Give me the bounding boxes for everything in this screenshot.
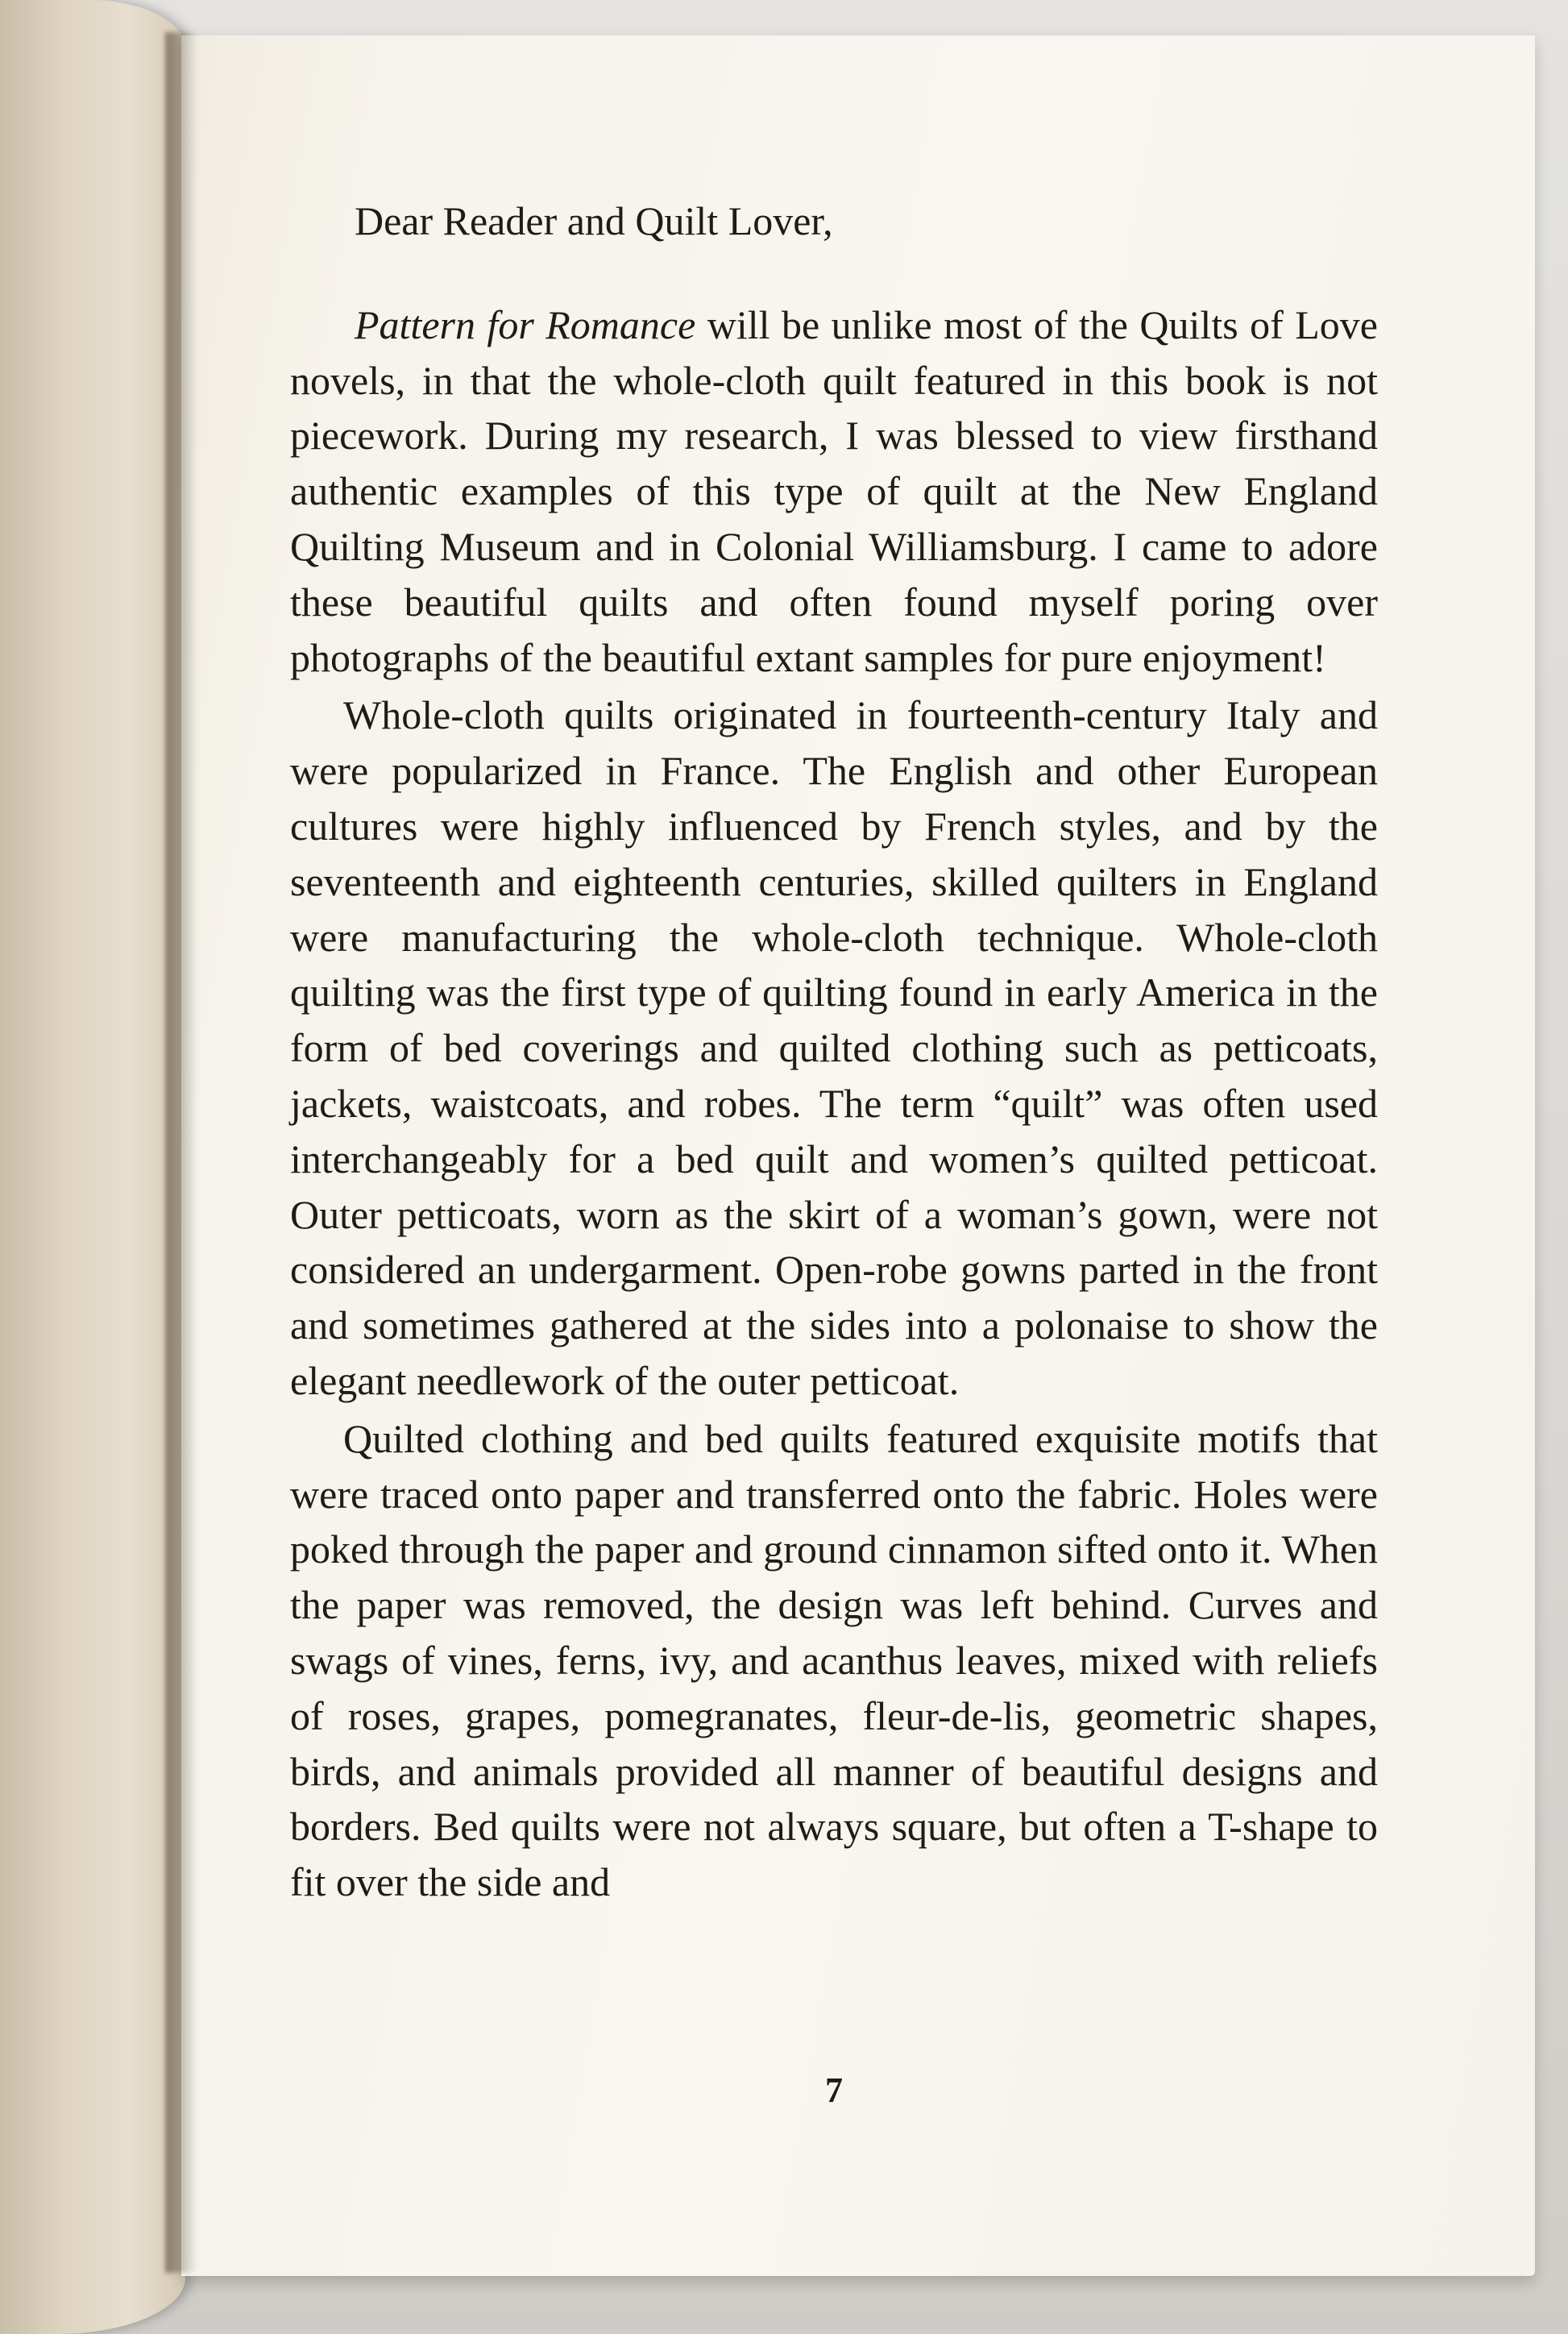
book-title: Pattern for Romance bbox=[355, 301, 696, 347]
page-number: 7 bbox=[825, 2070, 843, 2110]
paragraph-1 bbox=[290, 297, 1378, 686]
letter-body bbox=[290, 193, 1378, 1910]
page-gutter-shadow bbox=[165, 32, 197, 2273]
salutation: Dear Reader and Quilt Lover, bbox=[355, 198, 833, 243]
paragraph-1-text: will be unlike most of the Quilts of Love novels, in that the whole-cloth quilt featured in this book is not piecework. During my research, I was blessed to view firsthand authentic examples of this type of quilt at the New England Quilting Museum and in Colonial Williamsburg. I came to adore these beautiful quilts and often found myself poring over photographs of the beautiful extant samples for pure enjoyment! bbox=[290, 301, 1378, 680]
paragraph-3: Quilted clothing and bed quilts featured exquisite motifs that were traced onto paper and transferred onto the fabric. Holes were poked through the paper and ground cinnamon sifted onto it. When the paper was removed, the design was left behind. Curves and swags of vines, ferns, ivy, and acanthus leaves, mixed with reliefs of roses, grapes, pomegranates, fleur-de-lis, geometric shapes, birds, and animals provided all manner of beautiful designs and borders. Bed quilts were not always square, but often a T-shape to fit over the side and bbox=[290, 1415, 1378, 1905]
left-page-edge bbox=[0, 0, 185, 2334]
paragraph-2: Whole-cloth quilts originated in fourteenth-century Italy and were popularized in France. The English and other European cultures were highly influenced by French styles, and by the seventeenth and eighteenth centuries, skilled quilters in England were manufacturing the whole-cloth technique. Whole-cloth quilting was the first type of quilting found in early America in the form of bed coverings and quilted clothing such as petticoats, jackets, waistcoats, and robes. The term “quilt” was often used interchangeably for a bed quilt and women’s quilted petticoat. Outer petticoats, worn as the skirt of a woman’s gown, were not considered an undergarment. Open-robe gowns parted in the front and sometimes gathered at the sides into a polonaise to show the elegant needlework of the outer petticoat. bbox=[290, 692, 1378, 1403]
